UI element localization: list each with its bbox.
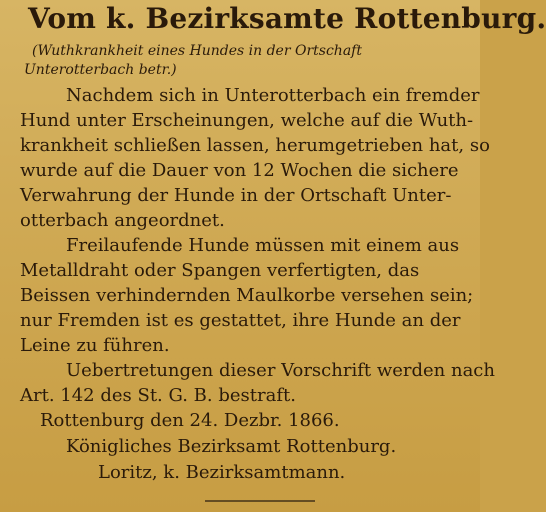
notice-subject-line-2: Unterotterbach betr.) (24, 62, 177, 78)
text-line: Beissen verhindernden Maulkorbe versehen sein; (20, 285, 474, 306)
text-line: otterbach angeordnet. (20, 210, 225, 231)
text-line: nur Fremden ist es gestattet, ihre Hunde an der (20, 310, 461, 331)
text-line: Verwahrung der Hunde in der Ortschaft Unter- (20, 185, 452, 206)
text-line: Hund unter Erscheinungen, welche auf die Wuth- (20, 110, 474, 131)
divider-rule (205, 500, 315, 502)
text-line: Metalldraht oder Spangen verfertigten, das (20, 260, 420, 281)
notice-heading: Vom k. Bezirksamte Rottenburg. (28, 2, 546, 35)
text-line: Nachdem sich in Unterotterbach ein fremder (66, 85, 480, 106)
signature-line: Loritz, k. Bezirksamtmann. (98, 462, 346, 483)
text-line: krankheit schließen lassen, herumgetrieben hat, so (20, 135, 490, 156)
text-line: Freilaufende Hunde müssen mit einem aus (66, 235, 460, 256)
notice-subject-line-1: (Wuthkrankheit eines Hundes in der Ortschaft (32, 43, 362, 59)
issuing-office: Königliches Bezirksamt Rottenburg. (66, 436, 397, 457)
text-line: wurde auf die Dauer von 12 Wochen die sichere (20, 160, 459, 181)
text-line: Art. 142 des St. G. B. bestraft. (20, 385, 296, 406)
text-line: Leine zu führen. (20, 335, 170, 356)
text-line: Uebertretungen dieser Vorschrift werden nach (66, 360, 495, 381)
place-and-date: Rottenburg den 24. Dezbr. 1866. (40, 410, 340, 431)
